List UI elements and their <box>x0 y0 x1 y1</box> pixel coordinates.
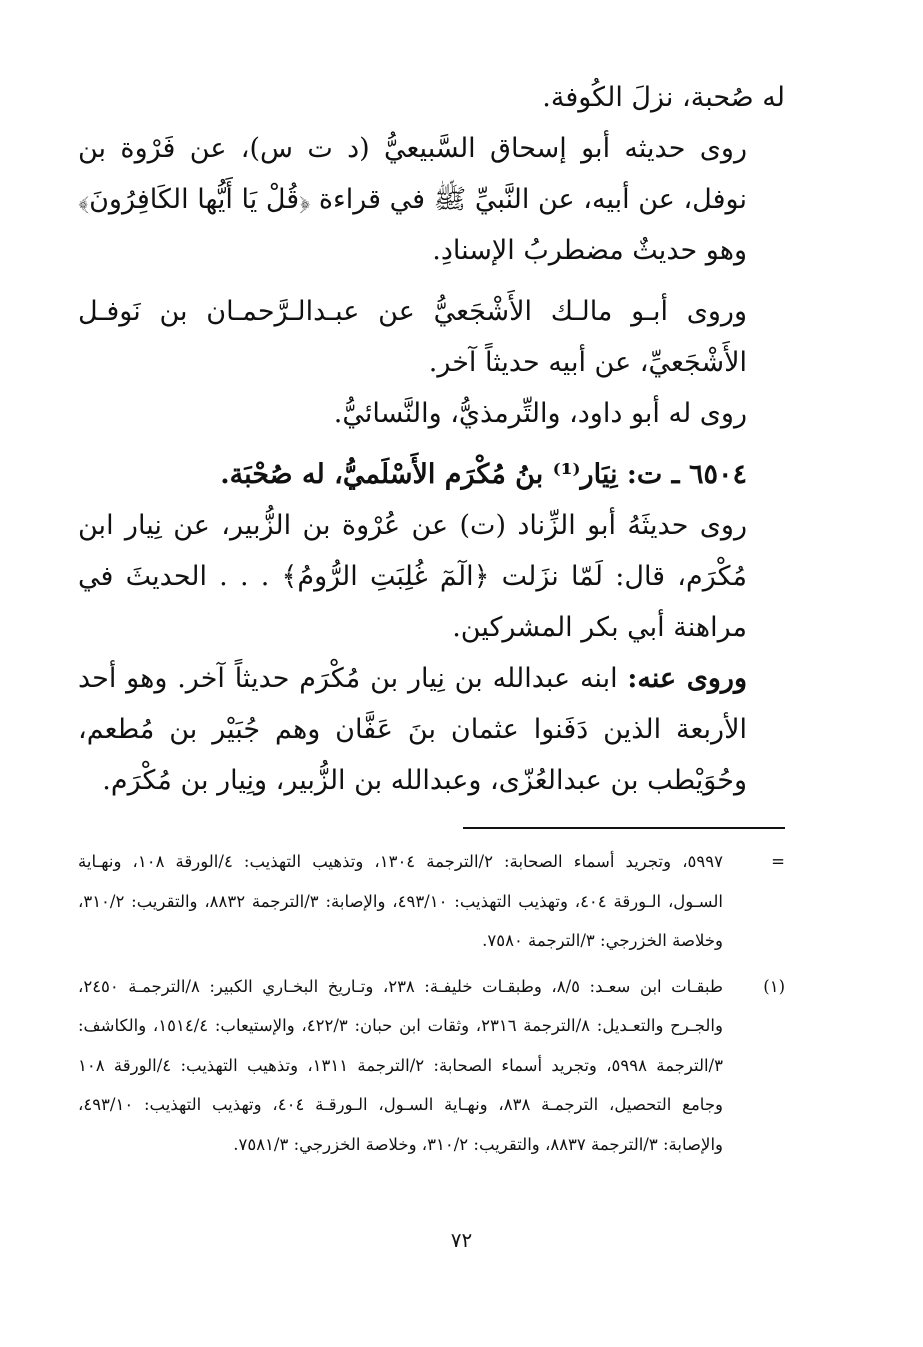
footnote-text: ٥٩٩٧، وتجريد أسماء الصحابة: ٢/الترجمة ١٣٠٤، وتذهيب التهذيب: ٤/الورقة ١٠٨، ونهـاية السـول، الـورقة ٤٠٤، وتهذيب التهذيب: ٤٩٣/١٠، والإصابة: ٣/الترجمة ٨٨٣٢، والتقريب: ٣١٠/٢، وخلاصة الخزرجي: ٣/الترجمة ٧٥٨٠. <box>78 852 723 950</box>
footnote-1 <box>78 967 785 1165</box>
paragraph-sohba: له صُحبة، نزلَ الكُوفة. <box>542 82 785 113</box>
footnote-separator <box>463 827 785 829</box>
riwaya-label: وروى عنه: <box>627 663 747 694</box>
riwaya-text: ابنه عبدالله بن نِيار بن مُكْرَم حديثاً آخر. وهو أحد الأربعة الذين دَفَنوا عثمان بنَ عَفَّان وهم جُبَيْر بن مُطعم، وحُوَيْطب بن عبدالعُزّى، وعبدالله بن الزُّبير، ونِيار بن مُكْرَم. <box>78 663 747 796</box>
footnote-continued <box>78 842 785 961</box>
page-number: ٧٢ <box>450 1228 473 1252</box>
paragraph-riwaya <box>78 653 785 806</box>
footnote-text: طبقـات ابن سعـد: ٨/٥، وطبقـات خليفـة: ٢٣٨، وتـاريخ البخـاري الكبير: ٨/الترجمـة ٢٤٥٠، والجـرح والتعـديل: ٨/الترجمة ٢٣١٦، وثقات ابن حبان: ٤٢٢/٣، والإستيعاب: ١٥١٤/٤، والكاشف: ٣/الترجمة ٥٩٩٨، وتجريد أسماء الصحابة: ٢/الترجمة ١٣١١، وتذهيب التهذيب: ٤/الورقة ١٠٨ وجامع التحصيل، الترجمـة ٨٣٨، ونهـاية السـول، الـورقـة ٤٠٤، وتهذيب التهذيب: ٤٩٣/١٠، والإصابة: ٣/الترجمة ٨٨٣٧، والتقريب: ٣١٠/٢، وخلاصة الخزرجي: ٧٥٨١/٣. <box>78 976 723 1154</box>
paragraph-narration-1: روى حديثه أبو إسحاق السَّبيعيُّ (د ت س)، عن فَرْوة بن نوفل، عن أبيه، عن النَّبيِّ ﷺ في قراءة ﴿قُلْ يَا أَيُّها الكَافِرُونَ﴾ وهو حديثٌ مضطربُ الإسنادِ. <box>78 133 747 266</box>
paragraph-narration-2: وروى أبـو مالـك الأَشْجَعيُّ عن عبـدالـرَّحمـان بن نَوفـل الأَشْجَعيِّ، عن أبيه حديثاً آخر. <box>78 296 747 378</box>
entry-heading-text: ٦٥٠٤ ـ ت: نِيَار⁽¹⁾ بنُ مُكْرَم الأَسْلَميُّ، له صُحْبَة. <box>220 459 747 490</box>
paragraph-narration-3: روى حديثَهُ أبو الزِّناد (ت) عن عُرْوة بن الزُّبير، عن نِيار ابن مُكْرَم، قال: لَمّا نزَلت ﴿الٓمٓ غُلِبَتِ الرُّومُ﴾ . . . الحديثَ في مراهنة أبي بكر المشركين. <box>78 510 747 643</box>
paragraph-narrators: روى له أبو داود، والتِّرمذيُّ، والنَّسائيُّ. <box>333 398 747 429</box>
footnote-mark: = <box>771 852 785 871</box>
entry-heading <box>78 449 785 500</box>
main-text <box>78 72 785 806</box>
footnote-mark: (١) <box>763 976 785 996</box>
footnotes <box>78 842 785 1164</box>
